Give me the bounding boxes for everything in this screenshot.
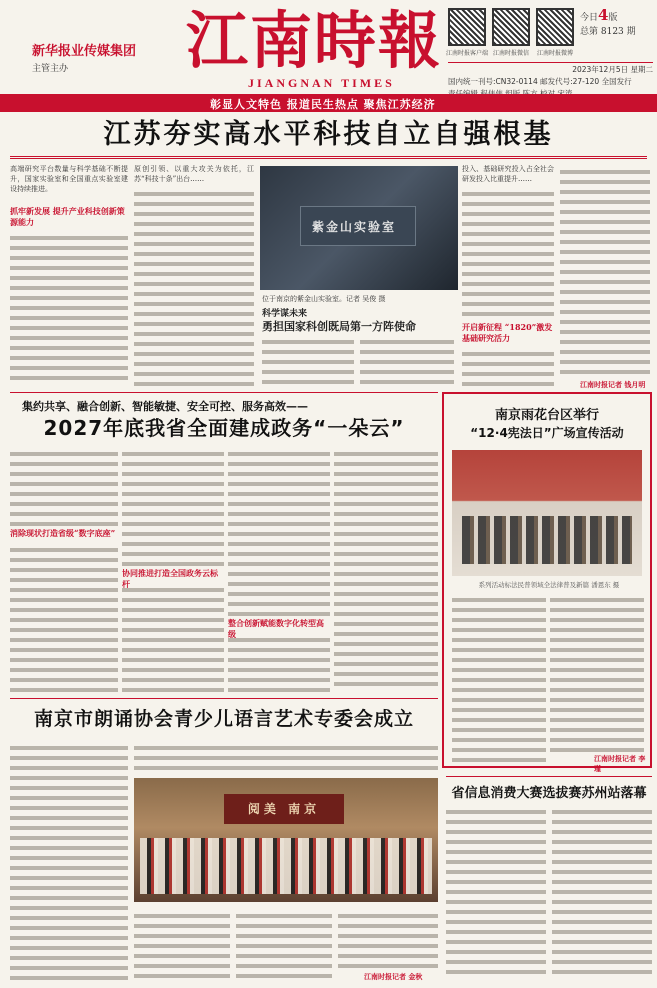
box-column-1-text — [452, 592, 546, 762]
post-code: 邮发代号:27-120 — [540, 77, 600, 86]
issue-date: 2023年12月5日 星期二 — [572, 65, 653, 74]
lead-column-1-intro: 高端研究平台数量与科学基础不断提升，国家实验室和全国重点实验室建设持续推进。 — [10, 165, 128, 193]
qr-caption: 江南时报微信 — [492, 50, 529, 57]
box-byline: 江南时报记者 李瑾 — [594, 754, 646, 773]
lead-subhead-1: 抓牢新发展 提升产业科技创新策源能力 — [10, 206, 125, 227]
story2-subhead-3: 整合创新赋能数字化转型高级 — [228, 618, 324, 639]
qr-code-icon — [536, 8, 574, 46]
lead-headline: 江苏夯实高水平科技自立自强根基 — [103, 119, 554, 150]
newspaper-title: 江南時報 — [186, 4, 443, 77]
story2-subhead-1: 消除现状打造省级“数字底座” — [10, 528, 116, 538]
box-photo — [452, 450, 642, 576]
section-rule — [10, 698, 438, 699]
story4-headline: 省信息消费大赛选拔赛苏州站落幕 — [451, 786, 647, 801]
story4-column-1-text — [446, 804, 546, 980]
page-count: 4 — [598, 6, 609, 24]
section-rule — [446, 776, 652, 777]
box-title-line-2: “12·4宪法日”广场宣传活动 — [470, 426, 624, 440]
box-column-2-text — [550, 592, 644, 752]
today-label: 今日 — [580, 13, 599, 23]
lab-sign-text: 紫金山实验室 — [312, 220, 397, 234]
side-title: 科学谋未来 — [262, 309, 308, 319]
qr-code-icon — [492, 8, 530, 46]
story2-column-4-text — [334, 446, 438, 692]
newspaper-english-title: JIANGNAN TIMES — [248, 76, 395, 90]
lead-column-2-text — [134, 186, 254, 388]
story3-intro-text — [134, 740, 438, 774]
lead-column-5-intro: 投入、基础研究投入占全社会研发投入比重提升…… — [462, 165, 554, 183]
lead-column-4-text — [360, 334, 454, 388]
cn-code: 国内统一刊号:CN32-0114 — [448, 77, 538, 86]
masthead-rule — [448, 62, 653, 63]
section-rule — [10, 392, 438, 393]
slogan: 彰显人文特色 报道民生热点 聚焦江苏经济 — [210, 98, 436, 111]
story2-kicker: 集约共享、融合创新、智能敏捷、安全可控、服务高效—— — [22, 400, 308, 413]
story3-photo — [134, 778, 438, 902]
publisher-sub: 主管主办 — [32, 64, 69, 74]
boxed-story — [442, 392, 652, 773]
qr-code-icon — [448, 8, 486, 46]
lead-column-6-text — [560, 164, 650, 378]
box-photo-caption: 系列活动标法民普领域全法律普及新篇 潘恩东 摄 — [478, 581, 620, 589]
story2-column-1-text — [10, 446, 118, 528]
story2-column-2b-text — [122, 582, 224, 692]
publisher-logo: 新华报业传媒集团 — [32, 44, 137, 59]
story2-subhead-2: 协同推进打造全国政务云标杆 — [122, 568, 218, 589]
lead-subhead-2: 开启新征程 “1820”激发基础研究活力 — [462, 322, 553, 343]
headline-rule — [10, 156, 647, 159]
lead-byline: 江南时报记者 钱月明 — [580, 380, 646, 389]
lead-column-3-text — [262, 334, 354, 388]
lead-column-1-text — [10, 230, 128, 388]
side-subtitle: 勇担国家科创既局第一方阵使命 — [262, 320, 416, 333]
story2-column-2-text — [122, 446, 224, 566]
issue-info — [580, 8, 650, 39]
story2-column-3-text — [228, 446, 330, 616]
story2-column-3b-text — [228, 632, 330, 692]
qr-caption: 江南时报微博 — [536, 50, 573, 57]
lead-photo — [260, 166, 458, 290]
story3-column-2-text — [134, 908, 230, 980]
publisher-group — [32, 40, 142, 84]
box-photo-people — [462, 516, 632, 564]
story3-headline: 南京市朗诵协会青少儿语言艺术专委会成立 — [33, 708, 414, 730]
story3-column-3-text — [236, 908, 332, 980]
story3-column-4-text — [338, 908, 438, 970]
page-unit: 版 — [608, 13, 618, 23]
lead-column-2-intro: 原创引领、以重大攻关为依托，江苏“科技十条”出台…… — [134, 165, 254, 183]
qr-caption: 江南时报客户端 — [445, 50, 488, 57]
story3-byline: 江南时报记者 金秋 — [364, 972, 423, 981]
story2-headline: 2027年底我省全面建成政务“一朵云” — [43, 416, 405, 440]
story2-column-1b-text — [10, 542, 118, 692]
story3-crowd — [140, 838, 432, 894]
lead-column-5-text — [462, 186, 554, 320]
story3-banner: 阅美 南京 — [224, 794, 344, 824]
story4-column-2-text — [552, 804, 652, 980]
distribution: 全国发行 — [601, 77, 632, 86]
box-title-line-1: 南京雨花台区举行 — [494, 408, 599, 423]
story3-column-1-text — [10, 740, 128, 980]
issue-number: 总第 8123 期 — [580, 27, 636, 37]
lead-column-5b-text — [462, 346, 554, 388]
lead-photo-caption: 位于南京的紫金山实验室。记者 吴俊 摄 — [262, 295, 386, 303]
